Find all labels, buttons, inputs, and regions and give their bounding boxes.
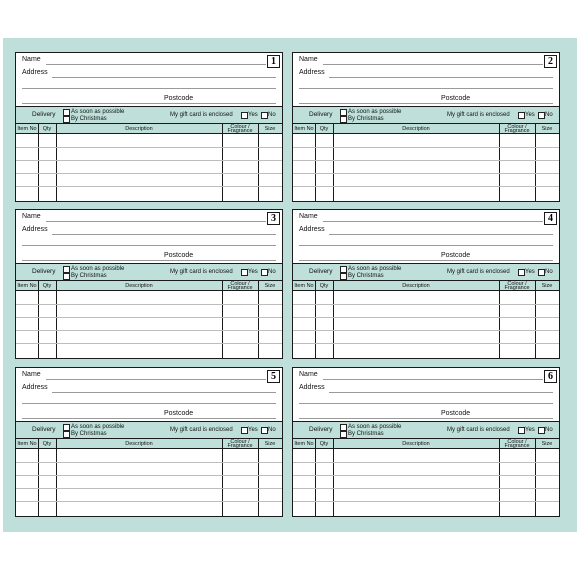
gift-yes-label: Yes bbox=[525, 112, 535, 118]
asap-checkbox[interactable] bbox=[340, 109, 347, 116]
postcode-label: Postcode bbox=[164, 410, 194, 417]
col-qty: Qty bbox=[319, 126, 329, 132]
col-divider bbox=[315, 438, 316, 516]
address-field-line-1[interactable] bbox=[329, 234, 553, 235]
col-colour-fragrance bbox=[499, 281, 535, 291]
col-divider bbox=[535, 280, 536, 358]
christmas-checkbox[interactable] bbox=[340, 116, 347, 123]
col-divider bbox=[222, 280, 223, 358]
name-field[interactable] bbox=[323, 221, 543, 222]
postcode-field[interactable] bbox=[299, 260, 553, 261]
table-row[interactable] bbox=[293, 160, 559, 161]
col-divider bbox=[535, 438, 536, 516]
postcode-field[interactable] bbox=[299, 103, 553, 104]
col-size: Size bbox=[541, 126, 553, 132]
col-qty: Qty bbox=[42, 126, 52, 132]
col-size: Size bbox=[264, 283, 276, 289]
gift-no-checkbox[interactable] bbox=[538, 427, 545, 434]
christmas-checkbox[interactable] bbox=[340, 431, 347, 438]
delivery-label: Delivery bbox=[32, 268, 56, 275]
name-label: Name bbox=[22, 371, 41, 378]
asap-checkbox[interactable] bbox=[340, 424, 347, 431]
col-qty: Qty bbox=[319, 441, 329, 447]
col-divider bbox=[38, 280, 39, 358]
col-colour-label: Colour / bbox=[230, 280, 250, 287]
name-label: Name bbox=[299, 371, 318, 378]
christmas-label: By Christmas bbox=[71, 430, 107, 437]
name-field[interactable] bbox=[46, 379, 266, 380]
col-divider bbox=[222, 123, 223, 201]
name-field[interactable] bbox=[323, 379, 543, 380]
col-colour-label: Colour / bbox=[507, 123, 527, 130]
col-qty: Qty bbox=[42, 441, 52, 447]
asap-checkbox[interactable] bbox=[340, 266, 347, 273]
gift-yes-label: Yes bbox=[248, 112, 258, 118]
col-fragrance-label: Fragrance bbox=[227, 128, 253, 134]
name-label: Name bbox=[22, 213, 41, 220]
gift-yes-checkbox[interactable] bbox=[518, 269, 525, 276]
address-field-line-2[interactable] bbox=[299, 245, 553, 246]
col-fragrance-label: Fragrance bbox=[504, 285, 530, 291]
gift-no-checkbox[interactable] bbox=[538, 269, 545, 276]
address-label: Address bbox=[22, 69, 48, 76]
card-number: 1 bbox=[267, 55, 280, 68]
address-field-line-2[interactable] bbox=[22, 403, 276, 404]
col-item-no: Item No bbox=[294, 283, 314, 289]
gift-no-label: No bbox=[268, 427, 276, 433]
christmas-checkbox[interactable] bbox=[63, 116, 70, 123]
order-card-1 bbox=[15, 52, 283, 202]
delivery-label: Delivery bbox=[32, 111, 56, 118]
col-divider bbox=[315, 123, 316, 201]
delivery-label: Delivery bbox=[309, 268, 333, 275]
address-label: Address bbox=[22, 226, 48, 233]
col-item-no: Item No bbox=[294, 441, 314, 447]
col-divider bbox=[333, 438, 334, 516]
postcode-field[interactable] bbox=[299, 418, 553, 419]
postcode-label: Postcode bbox=[441, 252, 471, 259]
col-divider bbox=[56, 280, 57, 358]
col-divider bbox=[499, 438, 500, 516]
postcode-label: Postcode bbox=[441, 410, 471, 417]
col-size: Size bbox=[264, 126, 276, 132]
col-qty: Qty bbox=[42, 283, 52, 289]
address-label: Address bbox=[299, 384, 325, 391]
table-row[interactable] bbox=[16, 343, 282, 344]
col-divider bbox=[333, 123, 334, 201]
col-colour-fragrance bbox=[499, 439, 535, 449]
col-fragrance-label: Fragrance bbox=[227, 443, 253, 449]
gift-yes-label: Yes bbox=[248, 269, 258, 275]
table-row[interactable] bbox=[16, 304, 282, 305]
postcode-label: Postcode bbox=[164, 95, 194, 102]
col-divider bbox=[222, 438, 223, 516]
card-number: 4 bbox=[544, 212, 557, 225]
col-size: Size bbox=[264, 441, 276, 447]
gift-no-checkbox[interactable] bbox=[538, 112, 545, 119]
col-divider bbox=[258, 280, 259, 358]
gift-card-label: My gift card is enclosed bbox=[170, 427, 233, 433]
gift-yes-label: Yes bbox=[248, 427, 258, 433]
delivery-band bbox=[293, 421, 559, 439]
order-card-5 bbox=[15, 367, 283, 517]
col-item-no: Item No bbox=[17, 441, 37, 447]
name-label: Name bbox=[22, 56, 41, 63]
christmas-checkbox[interactable] bbox=[340, 273, 347, 280]
table-row[interactable] bbox=[16, 330, 282, 331]
table-row[interactable] bbox=[16, 501, 282, 502]
name-field[interactable] bbox=[46, 64, 266, 65]
col-divider bbox=[535, 123, 536, 201]
gift-no-label: No bbox=[545, 112, 553, 118]
col-fragrance-label: Fragrance bbox=[504, 443, 530, 449]
address-field-line-2[interactable] bbox=[299, 403, 553, 404]
card-number: 2 bbox=[544, 55, 557, 68]
col-item-no: Item No bbox=[294, 126, 314, 132]
christmas-checkbox[interactable] bbox=[63, 431, 70, 438]
postcode-field[interactable] bbox=[22, 418, 276, 419]
gift-card-label: My gift card is enclosed bbox=[170, 269, 233, 275]
table-row[interactable] bbox=[16, 488, 282, 489]
gift-card-label: My gift card is enclosed bbox=[447, 112, 510, 118]
address-field-line-1[interactable] bbox=[52, 234, 276, 235]
asap-label: As soon as possible bbox=[348, 108, 402, 115]
delivery-band bbox=[293, 106, 559, 124]
delivery-band bbox=[16, 421, 282, 439]
gift-card-label: My gift card is enclosed bbox=[447, 427, 510, 433]
col-size: Size bbox=[541, 283, 553, 289]
christmas-label: By Christmas bbox=[348, 115, 384, 122]
asap-checkbox[interactable] bbox=[63, 109, 70, 116]
address-field-line-1[interactable] bbox=[52, 77, 276, 78]
col-description: Description bbox=[402, 283, 430, 289]
col-divider bbox=[499, 123, 500, 201]
gift-yes-label: Yes bbox=[525, 269, 535, 275]
christmas-label: By Christmas bbox=[348, 272, 384, 279]
delivery-label: Delivery bbox=[32, 426, 56, 433]
address-field-line-1[interactable] bbox=[52, 392, 276, 393]
col-colour-fragrance bbox=[222, 281, 258, 291]
gift-yes-label: Yes bbox=[525, 427, 535, 433]
asap-label: As soon as possible bbox=[71, 423, 125, 430]
table-row[interactable] bbox=[16, 475, 282, 476]
christmas-label: By Christmas bbox=[348, 430, 384, 437]
card-number: 6 bbox=[544, 370, 557, 383]
table-row[interactable] bbox=[16, 160, 282, 161]
col-description: Description bbox=[125, 126, 153, 132]
postcode-field[interactable] bbox=[22, 260, 276, 261]
col-colour-label: Colour / bbox=[507, 438, 527, 445]
table-row[interactable] bbox=[293, 147, 559, 148]
address-field-line-2[interactable] bbox=[299, 88, 553, 89]
christmas-label: By Christmas bbox=[71, 272, 107, 279]
col-divider bbox=[499, 280, 500, 358]
asap-label: As soon as possible bbox=[348, 423, 402, 430]
col-size: Size bbox=[541, 441, 553, 447]
table-row[interactable] bbox=[293, 304, 559, 305]
name-label: Name bbox=[299, 56, 318, 63]
postcode-field[interactable] bbox=[22, 103, 276, 104]
col-colour-fragrance bbox=[499, 124, 535, 134]
delivery-label: Delivery bbox=[309, 426, 333, 433]
address-field-line-2[interactable] bbox=[22, 88, 276, 89]
col-description: Description bbox=[402, 126, 430, 132]
address-label: Address bbox=[299, 69, 325, 76]
table-row[interactable] bbox=[293, 475, 559, 476]
order-card-6 bbox=[292, 367, 560, 517]
table-row[interactable] bbox=[293, 317, 559, 318]
col-fragrance-label: Fragrance bbox=[504, 128, 530, 134]
col-colour-fragrance bbox=[222, 439, 258, 449]
address-field-line-1[interactable] bbox=[329, 392, 553, 393]
asap-label: As soon as possible bbox=[71, 108, 125, 115]
postcode-label: Postcode bbox=[164, 252, 194, 259]
col-divider bbox=[315, 280, 316, 358]
gift-card-label: My gift card is enclosed bbox=[447, 269, 510, 275]
col-colour-label: Colour / bbox=[507, 280, 527, 287]
gift-no-label: No bbox=[268, 269, 276, 275]
col-divider bbox=[38, 438, 39, 516]
col-fragrance-label: Fragrance bbox=[227, 285, 253, 291]
delivery-band bbox=[16, 106, 282, 124]
address-label: Address bbox=[22, 384, 48, 391]
asap-label: As soon as possible bbox=[71, 265, 125, 272]
address-field-line-2[interactable] bbox=[22, 245, 276, 246]
table-row[interactable] bbox=[293, 330, 559, 331]
asap-checkbox[interactable] bbox=[63, 266, 70, 273]
asap-checkbox[interactable] bbox=[63, 424, 70, 431]
table-row[interactable] bbox=[16, 173, 282, 174]
asap-label: As soon as possible bbox=[348, 265, 402, 272]
gift-yes-checkbox[interactable] bbox=[241, 112, 248, 119]
gift-no-checkbox[interactable] bbox=[261, 427, 268, 434]
gift-no-checkbox[interactable] bbox=[261, 112, 268, 119]
gift-yes-checkbox[interactable] bbox=[241, 427, 248, 434]
address-field-line-1[interactable] bbox=[329, 77, 553, 78]
gift-no-label: No bbox=[268, 112, 276, 118]
postcode-label: Postcode bbox=[441, 95, 471, 102]
col-item-no: Item No bbox=[17, 126, 37, 132]
address-label: Address bbox=[299, 226, 325, 233]
order-card-3 bbox=[15, 209, 283, 359]
delivery-label: Delivery bbox=[309, 111, 333, 118]
table-row[interactable] bbox=[293, 343, 559, 344]
card-number: 3 bbox=[267, 212, 280, 225]
name-label: Name bbox=[299, 213, 318, 220]
gift-yes-checkbox[interactable] bbox=[518, 112, 525, 119]
col-description: Description bbox=[402, 441, 430, 447]
table-row[interactable] bbox=[293, 462, 559, 463]
col-colour-fragrance bbox=[222, 124, 258, 134]
col-colour-label: Colour / bbox=[230, 438, 250, 445]
christmas-checkbox[interactable] bbox=[63, 273, 70, 280]
col-divider bbox=[258, 438, 259, 516]
gift-no-label: No bbox=[545, 269, 553, 275]
gift-card-label: My gift card is enclosed bbox=[170, 112, 233, 118]
table-row[interactable] bbox=[16, 186, 282, 187]
col-item-no: Item No bbox=[17, 283, 37, 289]
christmas-label: By Christmas bbox=[71, 115, 107, 122]
name-field[interactable] bbox=[46, 221, 266, 222]
gift-no-checkbox[interactable] bbox=[261, 269, 268, 276]
table-row[interactable] bbox=[293, 173, 559, 174]
col-divider bbox=[333, 280, 334, 358]
col-divider bbox=[38, 123, 39, 201]
col-colour-label: Colour / bbox=[230, 123, 250, 130]
table-row[interactable] bbox=[293, 501, 559, 502]
col-divider bbox=[56, 438, 57, 516]
gift-yes-checkbox[interactable] bbox=[518, 427, 525, 434]
gift-no-label: No bbox=[545, 427, 553, 433]
col-divider bbox=[56, 123, 57, 201]
table-row[interactable] bbox=[293, 488, 559, 489]
col-description: Description bbox=[125, 441, 153, 447]
table-row[interactable] bbox=[16, 147, 282, 148]
name-field[interactable] bbox=[323, 64, 543, 65]
card-number: 5 bbox=[267, 370, 280, 383]
delivery-band bbox=[16, 263, 282, 281]
table-row[interactable] bbox=[16, 317, 282, 318]
col-description: Description bbox=[125, 283, 153, 289]
order-card-2 bbox=[292, 52, 560, 202]
gift-yes-checkbox[interactable] bbox=[241, 269, 248, 276]
delivery-band bbox=[293, 263, 559, 281]
table-row[interactable] bbox=[16, 462, 282, 463]
col-divider bbox=[258, 123, 259, 201]
col-qty: Qty bbox=[319, 283, 329, 289]
table-row[interactable] bbox=[293, 186, 559, 187]
order-card-4 bbox=[292, 209, 560, 359]
